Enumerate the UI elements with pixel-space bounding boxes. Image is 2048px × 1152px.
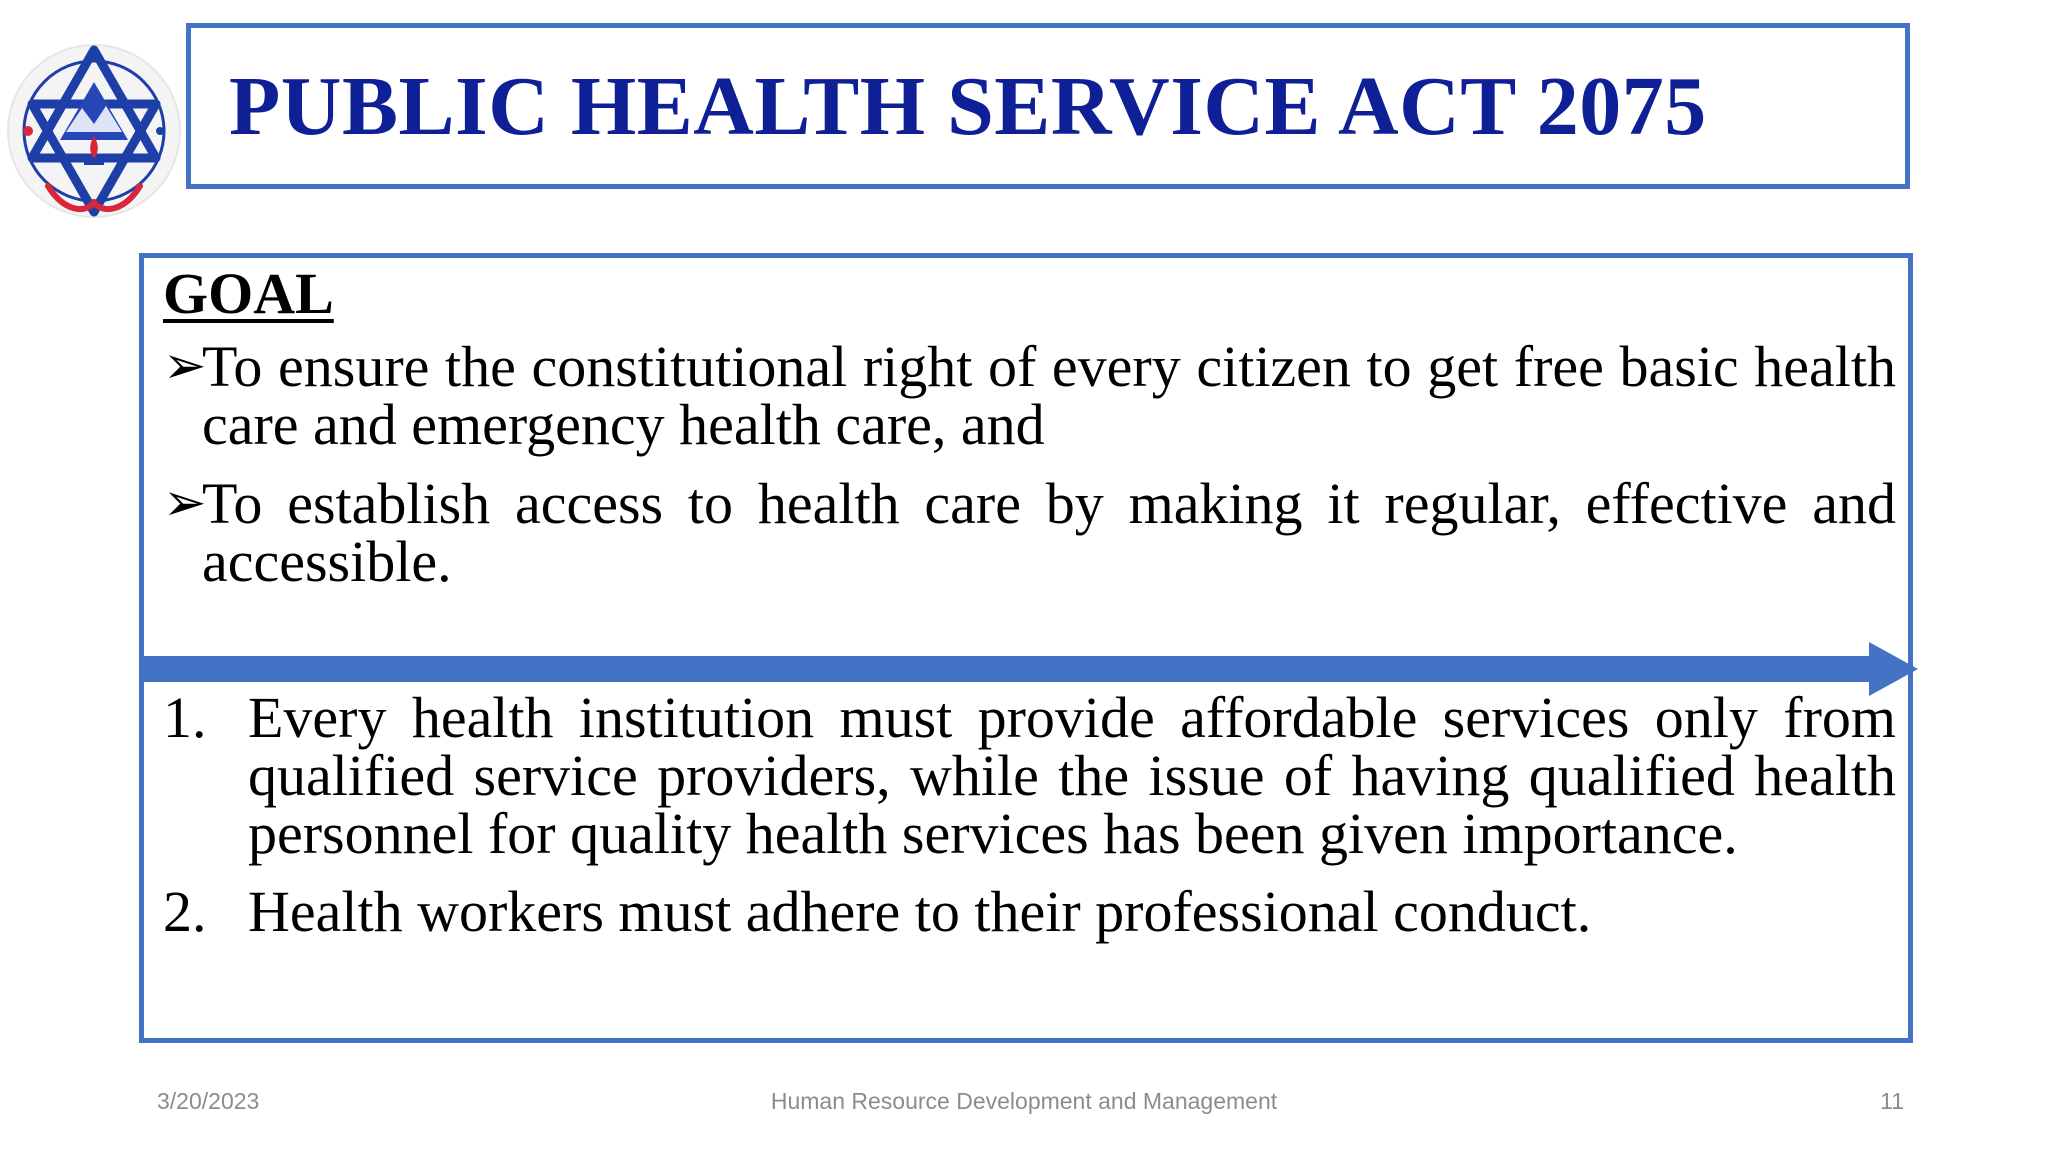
goal-text: To establish access to health care by making it regular, effective and accessible. <box>202 471 1896 594</box>
arrow-bullet-icon: ➢ <box>163 475 207 532</box>
list-number: 1. <box>163 685 207 750</box>
slide-title: PUBLIC HEALTH SERVICE ACT 2075 <box>229 59 1707 153</box>
footer-title: Human Resource Development and Management <box>770 1088 1278 1114</box>
point-list <box>163 685 1896 961</box>
list-item-text: Health workers must adhere to their professional conduct. <box>248 879 1592 944</box>
goal-item <box>163 471 1896 594</box>
goal-heading: GOAL <box>163 261 334 326</box>
footer-date: 3/20/2023 <box>157 1088 260 1114</box>
university-emblem-icon <box>4 36 184 226</box>
goal-item <box>163 334 1896 457</box>
list-item-text: Every health institution must provide affordable services only from qualified service providers, while the issue of having qualified health personnel for quality health services has been given importance. <box>248 685 1896 866</box>
content-box <box>139 253 1913 1043</box>
goal-list <box>163 334 1896 612</box>
list-item <box>163 879 1896 944</box>
title-box <box>186 23 1910 189</box>
list-number: 2. <box>163 879 207 944</box>
list-item <box>163 685 1896 866</box>
goal-text: To ensure the constitutional right of every citizen to get free basic health care and emergency health care, and <box>202 334 1896 457</box>
page-number: 11 <box>1880 1088 1904 1114</box>
arrow-bullet-icon: ➢ <box>163 338 207 395</box>
